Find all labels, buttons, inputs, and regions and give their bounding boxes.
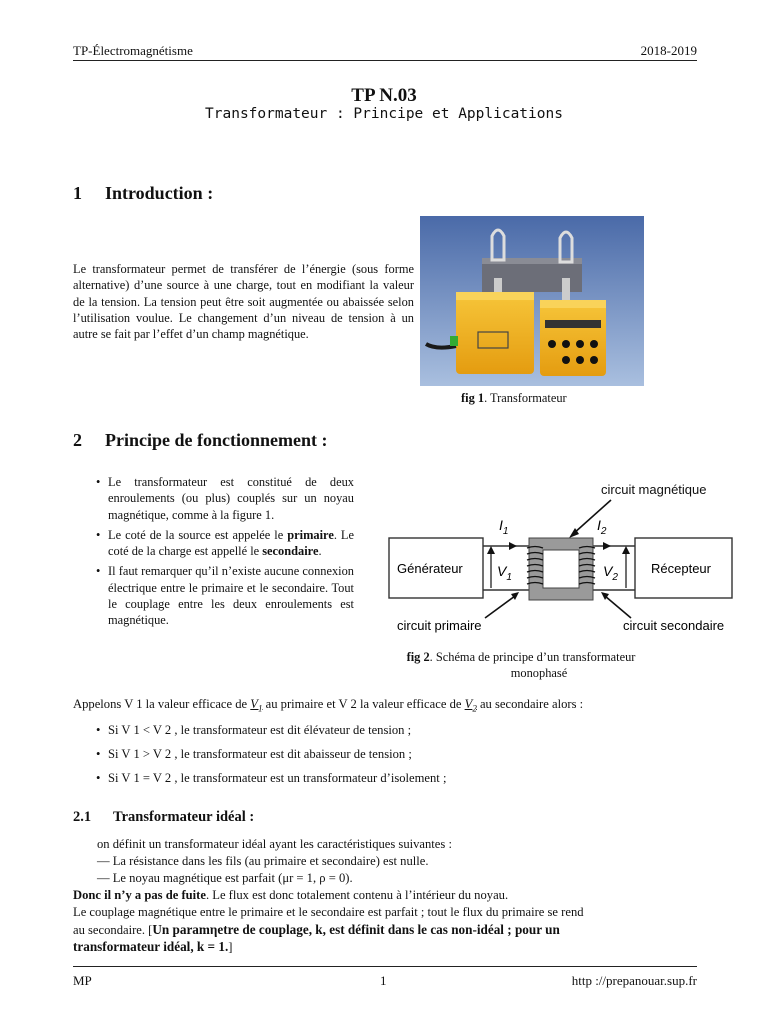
section-number: 2 xyxy=(73,430,82,450)
figure-1-caption xyxy=(461,391,567,406)
label-circuit-secondaire: circuit secondaire xyxy=(623,618,725,633)
case-list xyxy=(108,722,446,790)
subsection-title: Transformateur idéal : xyxy=(113,809,255,825)
bold-statement: Un paramηetre de couplage, k, est définit dans le cas non-idéal ; pour un xyxy=(152,922,560,937)
label-i2: $I_2$ xyxy=(597,517,607,537)
bullet-text: . Le coté de la charge est appellé le xyxy=(108,527,354,559)
bullet-text: Le transformateur est constitué de deux enroulements (ou plus) couplés sur un noyau magnétique, comme à la figure 1. xyxy=(108,475,354,522)
intro-paragraph: Le transformateur permet de transférer de l’énergie (sous forme alternative) d’une source à une charge, tout en modifiant la valeur de la tension. La tension peut être soit augmentée ou abaissée selon l’utilisation voulue. Le changement d’un niveau de tension à un autre se fait par l’effet d’un champ magnétique. xyxy=(73,262,414,342)
figure-caption-text: . Transformateur xyxy=(484,391,567,405)
page-title: TP N.03 xyxy=(351,85,417,106)
figure-label: fig 2 xyxy=(406,650,430,664)
header-right: 2018-2019 xyxy=(640,43,697,58)
subsection-2-1-heading xyxy=(73,809,254,826)
ideal-line-5: Le couplage magnétique entre le primaire et le secondaire est parfait ; tout le flux du primaire se rend xyxy=(73,905,584,919)
pointer-line xyxy=(485,596,515,618)
bullet-text: Le coté de la source est appelée le xyxy=(108,527,288,542)
section-title: Introduction : xyxy=(105,183,214,203)
figure-caption-text: . Schéma de principe d’un transformateur xyxy=(429,650,636,664)
bold-term: primaire xyxy=(287,527,334,542)
subsection-number: 2.1 xyxy=(73,809,92,825)
figure-label: fig 1 xyxy=(461,391,485,405)
voltage-intro xyxy=(73,697,583,714)
section-title: Principe de fonctionnement : xyxy=(105,430,328,450)
section-1-heading xyxy=(73,183,213,204)
page-subtitle: Transformateur : Principe et Applications xyxy=(205,106,563,122)
list-item: • Si V 1 = V 2 , le transformateur est un transformateur d’isolement ; xyxy=(108,770,446,786)
section-2-heading xyxy=(73,430,327,451)
header-rule xyxy=(73,60,697,61)
line-text: au secondaire. [ xyxy=(73,923,153,937)
list-item xyxy=(108,563,354,628)
bold-statement: transformateur idéal, k = 1. xyxy=(73,939,229,954)
label-recepteur: Récepteur xyxy=(651,561,711,576)
ideal-line-2: — La résistance dans les fils (au primaire et secondaire) est nulle. xyxy=(97,854,429,868)
v1-symbol: $V_1$ xyxy=(250,697,263,714)
list-item xyxy=(108,527,354,560)
bullet-text: Il faut remarquer qu’il n’existe aucune connexion électrique entre le primaire et le secondaire. Tout le couplage entre les deux enroulements est magnétique. xyxy=(108,564,354,628)
line-text: . Le flux est donc totalement contenu à l’intérieur du noyau. xyxy=(205,888,509,902)
intro-text: au secondaire alors : xyxy=(476,697,584,711)
label-circuit-primaire: circuit primaire xyxy=(397,618,482,633)
section-number: 1 xyxy=(73,183,82,203)
list-item: • Si V 1 < V 2 , le transformateur est dit élévateur de tension ; xyxy=(108,722,446,738)
footer-url[interactable]: http ://prepanouar.sup.fr xyxy=(571,973,697,988)
figure-caption-text: monophasé xyxy=(510,666,568,680)
page-number: 1 xyxy=(380,973,387,988)
list-item: • Si V 1 > V 2 , le transformateur est dit abaisseur de tension ; xyxy=(108,746,446,762)
line-text: ] xyxy=(228,940,233,954)
list-item xyxy=(108,474,354,523)
label-v1: $V_1$ xyxy=(497,563,512,583)
header-left: TP-Électromagnétisme xyxy=(73,43,193,58)
label-v2: $V_2$ xyxy=(603,563,618,583)
ideal-line-4 xyxy=(73,888,508,903)
label-generateur: Générateur xyxy=(397,561,463,576)
ideal-line-3: — Le noyau magnétique est parfait (μr = 1, ρ = 0). xyxy=(97,871,353,885)
bold-term: secondaire xyxy=(262,544,319,559)
transformer-schematic xyxy=(383,478,738,638)
bullet-list xyxy=(108,474,354,633)
bold-statement: Donc il n’y a pas de fuite xyxy=(73,888,206,902)
ideal-line-6 xyxy=(73,922,560,938)
intro-text: au primaire et V 2 la valeur efficace de xyxy=(262,697,465,711)
ideal-line-1: on définit un transformateur idéal ayant les caractéristiques suivantes : xyxy=(97,837,452,851)
intro-text: Appelons V 1 la valeur efficace de xyxy=(73,697,251,711)
bullet-text: . xyxy=(318,544,322,559)
pointer-line xyxy=(605,596,631,618)
label-circuit-magnetique: circuit magnétique xyxy=(601,482,707,497)
transformer-photo xyxy=(420,216,644,386)
footer-rule xyxy=(73,966,697,967)
v2-symbol: $V_2$ xyxy=(464,697,477,714)
figure-2-caption xyxy=(369,649,673,681)
footer-left: MP xyxy=(73,973,92,988)
label-i1: $I_1$ xyxy=(499,517,509,537)
ideal-line-7 xyxy=(73,939,232,955)
